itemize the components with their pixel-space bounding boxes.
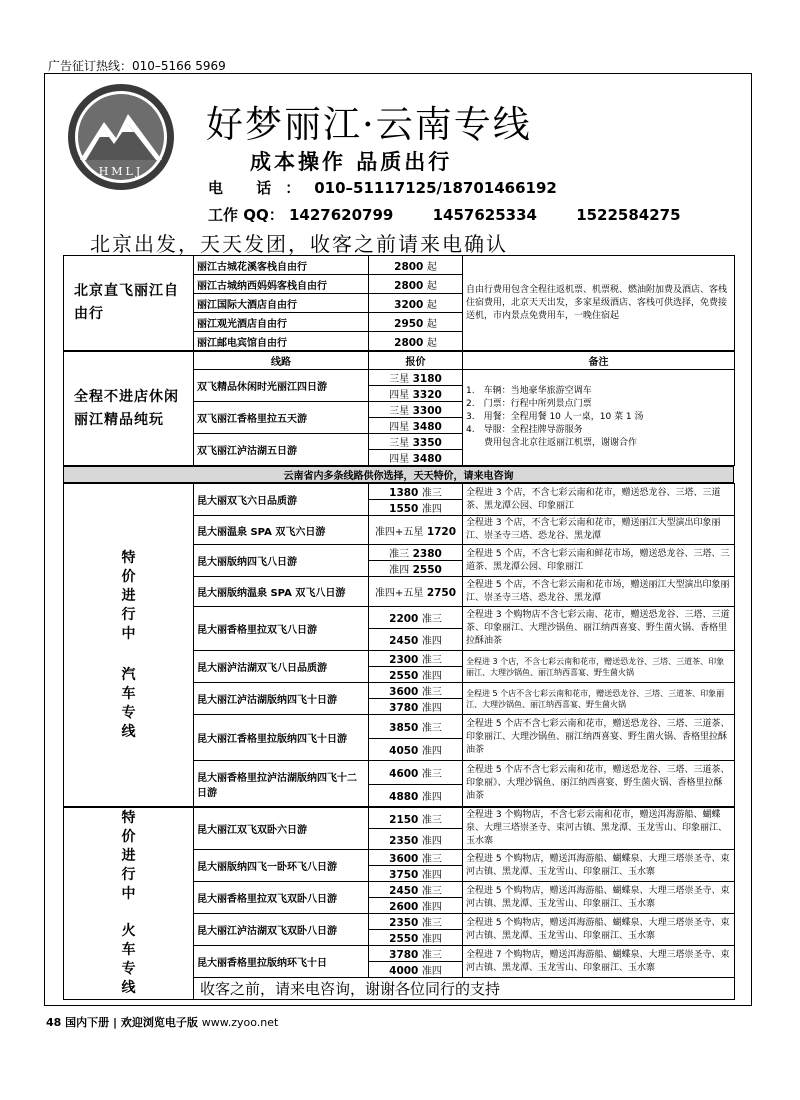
route-price: 4000 准四 xyxy=(369,962,463,978)
route-price: 3780 准三 xyxy=(369,946,463,962)
route-price: 3200 起 xyxy=(369,294,463,313)
route-price: 三星 3180 xyxy=(369,370,463,386)
route-price: 3750 准四 xyxy=(369,866,463,882)
route-name: 丽江邮电宾馆自由行 xyxy=(194,332,369,351)
page-title: 好梦丽江·云南专线 xyxy=(206,103,532,146)
phone-value: 010–51117125/18701466192 xyxy=(314,179,557,197)
bus-special-table xyxy=(63,483,735,807)
pure-play-label: 全程不进店休闲丽江精品纯玩 xyxy=(64,352,194,466)
page-tagline: 欢迎浏览电子版 xyxy=(120,1016,198,1029)
route-name: 双飞丽江泸沽湖五日游 xyxy=(194,434,369,466)
route-note: 全程进 5 个店不含七彩云南和花市，赠送恐龙谷、三塔、三道茶、印象丽江、大理沙锅鱼、丽江纳西喜宴、野生菌火锅 xyxy=(463,683,735,715)
route-price: 2800 起 xyxy=(369,256,463,275)
route-name: 昆大丽香格里拉双飞双卧八日游 xyxy=(194,882,369,914)
route-name: 昆大丽版纳四飞一卧环飞八日游 xyxy=(194,850,369,882)
route-name: 昆大丽江香格里拉版纳四飞十日游 xyxy=(194,715,369,761)
route-price: 2550 准四 xyxy=(369,667,463,683)
route-price: 准四 2550 xyxy=(369,561,463,577)
route-note: 全程进 3 个店，不含七彩云南和花市，赠送恐龙谷、三塔、三道茶、黑龙潭公园、印象丽江 xyxy=(463,484,735,516)
route-name: 昆大丽江泸沽湖版纳四飞十日游 xyxy=(194,683,369,715)
svg-text:HMLJ: HMLJ xyxy=(98,165,144,178)
route-price: 准四+五星 1720 xyxy=(369,516,463,545)
route-name: 丽江古城花溪客栈自由行 xyxy=(194,256,369,275)
header-price: 报价 xyxy=(369,352,463,370)
mid-banner-table xyxy=(63,466,734,483)
route-price: 2450 准三 xyxy=(369,882,463,898)
route-price: 2450 准四 xyxy=(369,629,463,651)
train-special-label: 特价进行中 火车专线 xyxy=(64,808,194,1000)
phone-line xyxy=(208,177,557,198)
footer-note: 收客之前，请来电咨询，谢谢各位同行的支持 xyxy=(194,978,735,1000)
route-name: 丽江观光酒店自由行 xyxy=(194,313,369,332)
route-name: 昆大丽香格里拉双飞八日游 xyxy=(194,607,369,651)
route-price: 2800 起 xyxy=(369,275,463,294)
qq-number: 1427620799 xyxy=(288,206,394,224)
pure-play-table xyxy=(63,351,735,466)
route-name: 丽江国际大酒店自由行 xyxy=(194,294,369,313)
bus-special-label: 特价进行中 汽车专线 xyxy=(64,484,194,807)
route-price: 3850 准三 xyxy=(369,715,463,739)
route-name: 昆大丽温泉 SPA 双飞六日游 xyxy=(194,516,369,545)
route-price: 2350 准四 xyxy=(369,829,463,850)
qq-label: 工作 QQ： xyxy=(208,206,284,224)
header-note: 备注 xyxy=(463,352,735,370)
qq-number: 1522584275 xyxy=(576,206,681,224)
page-url[interactable]: www.zyoo.net xyxy=(201,1016,279,1029)
route-note: 全程进 3 个店，不含七彩云南和花市，赠送恐龙谷、三塔、三道茶、印象丽江、大理沙锅鱼、丽江纳西喜宴、野生菌火锅 xyxy=(463,651,735,683)
route-note: 全程进 3 个购物店不含七彩云南、花市，赠送恐龙谷、三塔、三道茶、印象丽江、大理沙锅鱼、丽江纳西喜宴、野生菌火锅、香格里拉酥油茶 xyxy=(463,607,735,651)
route-price: 准三 2380 xyxy=(369,545,463,561)
page-footer xyxy=(46,1014,278,1030)
route-price: 2300 准三 xyxy=(369,651,463,667)
route-price: 四星 3480 xyxy=(369,450,463,466)
route-price: 3600 准三 xyxy=(369,850,463,866)
ad-hotline: 广告征订热线：010–5166 5969 xyxy=(48,59,226,73)
train-special-table xyxy=(63,807,735,1000)
route-name: 丽江古城纳西妈妈客栈自由行 xyxy=(194,275,369,294)
route-name: 昆大丽江双飞双卧六日游 xyxy=(194,808,369,850)
route-price: 四星 3320 xyxy=(369,386,463,402)
pure-play-notes: 1. 车辆：当地豪华旅游空调车 2. 门票：行程中所列景点门票 3. 用餐：全程用餐 10 人一桌，10 菜 1 汤 4. 导服：全程挂牌导游服务 费用包含北京往返丽江机票，谢谢合作 xyxy=(463,370,735,466)
route-note: 全程进 7 个购物店，赠送洱海游船、蝴蝶泉、大理三塔崇圣寺、束河古镇、黑龙潭、玉龙雪山、印象丽江、玉水寨 xyxy=(463,946,735,978)
route-name: 昆大丽版纳四飞八日游 xyxy=(194,545,369,577)
route-note: 全程进 3 个购物店，不含七彩云南和花市，赠送洱海游船、蝴蝶泉、大理三塔崇圣寺、束河古镇、黑龙潭、玉龙雪山、印象丽江、玉水寨 xyxy=(463,808,735,850)
route-name: 双飞丽江香格里拉五天游 xyxy=(194,402,369,434)
mountain-logo-icon xyxy=(66,82,176,192)
header-route: 线路 xyxy=(194,352,369,370)
free-travel-table xyxy=(63,255,735,351)
free-travel-label: 北京直飞丽江自由行 xyxy=(64,256,194,351)
route-price: 3780 准四 xyxy=(369,699,463,715)
route-note: 全程进 5 个店，不含七彩云南和鲜花市场，赠送恐龙谷、三塔、三道茶、黑龙潭公园、印象丽江 xyxy=(463,545,735,577)
route-price: 4880 准四 xyxy=(369,785,463,807)
route-price: 2600 准四 xyxy=(369,898,463,914)
route-note: 全程进 5 个购物店，赠送洱海游船、蝴蝶泉、大理三塔崇圣寺、束河古镇、黑龙潭、玉龙雪山、印象丽江、玉水寨 xyxy=(463,882,735,914)
free-travel-note: 自由行费用包含全程往返机票、机票税、燃油附加费及酒店、客栈住宿费用，北京天天出发，多家星级酒店、客栈可供选择，免费接送机，市内景点免费用车，一晚住宿起 xyxy=(463,256,735,351)
departure-banner: 北京出发，天天发团，收客之前请来电确认 xyxy=(90,232,508,256)
route-price: 2950 起 xyxy=(369,313,463,332)
page-number: 48 xyxy=(46,1016,62,1029)
route-name: 昆大丽双飞六日品质游 xyxy=(194,484,369,516)
route-price: 2800 起 xyxy=(369,332,463,351)
slogan: 成本操作 品质出行 xyxy=(250,150,453,174)
route-price: 2200 准三 xyxy=(369,607,463,629)
route-price: 2550 准四 xyxy=(369,930,463,946)
route-name: 昆大丽香格里拉版纳环飞十日 xyxy=(194,946,369,978)
route-note: 全程进 5 个店不含七彩云南和花市，赠送恐龙谷、三塔、三道茶、印象丽》、大理沙锅鱼、丽江纳西喜宴、野生菌火锅、香格里拉酥油茶 xyxy=(463,761,735,807)
route-name: 双飞精品休闲时光丽江四日游 xyxy=(194,370,369,402)
mid-banner: 云南省内多条线路供你选择，天天特价，请来电咨询 xyxy=(64,467,734,483)
route-price: 1380 准三 xyxy=(369,484,463,500)
route-name: 昆大丽版纳温泉 SPA 双飞八日游 xyxy=(194,577,369,607)
route-price: 4600 准三 xyxy=(369,761,463,785)
route-price: 2150 准三 xyxy=(369,808,463,829)
route-name: 昆大丽江泸沽湖双飞双卧八日游 xyxy=(194,914,369,946)
route-note: 全程进 5 个购物店，赠送洱海游船、蝴蝶泉、大理三塔崇圣寺、束河古镇、黑龙潭、玉龙雪山、印象丽江、玉水寨 xyxy=(463,850,735,882)
qq-number: 1457625334 xyxy=(432,206,537,224)
page-label: 国内下册 xyxy=(65,1016,110,1029)
qq-line xyxy=(208,204,681,225)
route-name: 昆大丽泸沽湖双飞八日品质游 xyxy=(194,651,369,683)
route-price: 3600 准三 xyxy=(369,683,463,699)
route-price: 准四+五星 2750 xyxy=(369,577,463,607)
route-note: 全程进 5 个店不含七彩云南和花市，赠送恐龙谷、三塔、三道茶、印象丽江、大理沙锅鱼、丽江纳西喜宴、野生菌火锅、香格里拉酥油茶 xyxy=(463,715,735,761)
route-price: 2350 准三 xyxy=(369,914,463,930)
phone-label: 电 话： xyxy=(208,179,315,197)
route-note: 全程进 5 个购物店，赠送洱海游船、蝴蝶泉、大理三塔崇圣寺、束河古镇、黑龙潭、玉龙雪山、印象丽江、玉水寨 xyxy=(463,914,735,946)
route-price: 4050 准四 xyxy=(369,739,463,761)
route-note: 全程进 5 个店，不含七彩云南和花市场，赠送丽江大型演出印象丽江、崇圣寺三塔、恐龙谷、黑龙潭 xyxy=(463,577,735,607)
page-separator: | xyxy=(113,1016,118,1029)
route-name: 昆大丽香格里拉泸沽湖版纳四飞十二日游 xyxy=(194,761,369,807)
route-price: 1550 准四 xyxy=(369,500,463,516)
route-price: 三星 3350 xyxy=(369,434,463,450)
route-price: 三星 3300 xyxy=(369,402,463,418)
route-note: 全程进 3 个店，不含七彩云南和花市，赠送丽江大型演出印象丽江、崇圣寺三塔、恐龙谷、黑龙潭 xyxy=(463,516,735,545)
route-price: 四星 3480 xyxy=(369,418,463,434)
